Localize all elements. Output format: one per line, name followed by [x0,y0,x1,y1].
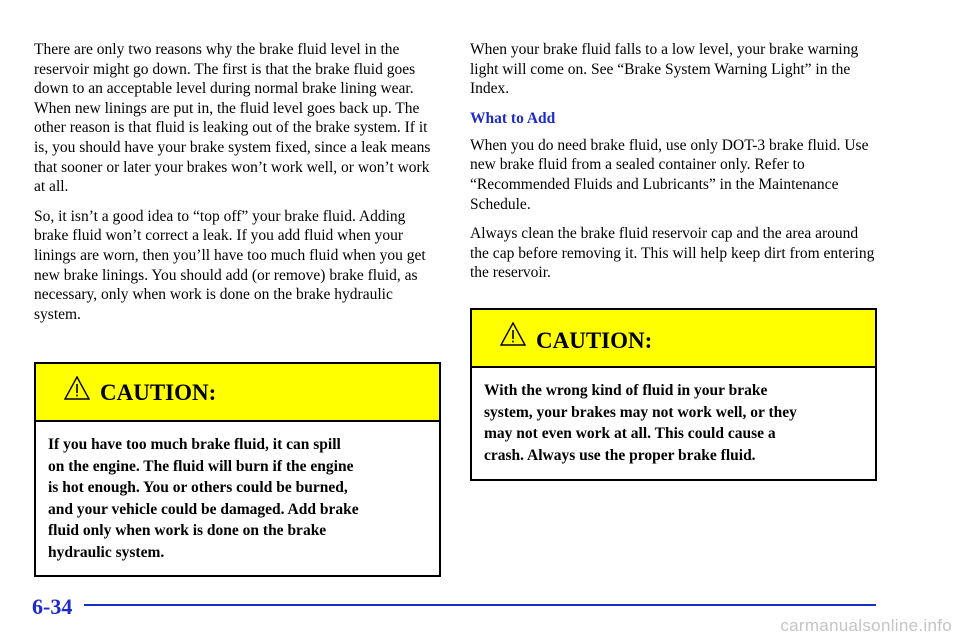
caution-line: crash. Always use the proper brake fluid. [484,446,756,464]
caution-line: is hot enough. You or others could be burned, [48,479,348,496]
what-to-add-heading: What to Add [470,109,556,127]
caution-box-too-much-fluid [34,362,441,577]
caution-line: may not even work at all. This could cause a [484,425,776,442]
caution-text [472,368,875,466]
caution-line: system, your brakes may not work well, or they [484,403,797,421]
watermark: carmanualsonline.info [780,616,952,635]
caution-line: and your vehicle could be damaged. Add brake [48,500,359,518]
caution-line: If you have too much brake fluid, it can spill [48,436,341,453]
caution-text [36,422,439,563]
clean-cap-paragraph: Always clean the brake fluid reservoir cap and the area around the cap before removing it. This will help keep dirt from entering the reservoir. [470,225,875,282]
warning-triangle-icon [500,322,526,346]
page-number: 6-34 [32,594,73,619]
footer-divider [84,604,876,606]
caution-box-wrong-fluid [470,308,877,481]
warning-light-paragraph: When your brake fluid falls to a low level, your brake warning light will come on. See “Brake System Warning Light” in the Index. [470,41,859,98]
left-column [34,40,439,334]
caution-line: on the engine. The fluid will burn if the engine [48,457,354,475]
brake-fluid-level-paragraph: There are only two reasons why the brake fluid level in the reservoir might go down. The first is that the brake fluid goes down to an acceptable level during normal brake lining wear. When new linings are put in, the fluid level goes back up. The other reason is that fluid is leaking out of the brake system. If it is, you should have your brake system fixed, since a leak means that sooner or later your brakes won’t work well, or won’t work at all. [34,41,431,196]
right-column [470,40,880,293]
caution-line: With the wrong kind of fluid in your brake [484,382,768,399]
caution-title: CAUTION: [100,380,217,405]
warning-triangle-icon [64,376,90,400]
caution-title: CAUTION: [536,328,653,353]
top-off-paragraph: So, it isn’t a good idea to “top off” your brake fluid. Adding brake fluid won’t correct a leak. If you add fluid when your linings are worn, then you’ll have too much fluid when you get new brake linings. You should add (or remove) brake fluid, as necessary, only when work is done on the brake hydraulic system. [34,207,426,323]
caution-header [472,310,875,368]
caution-line: hydraulic system. [48,543,165,561]
caution-header [36,364,439,422]
caution-line: fluid only when work is done on the brake [48,522,327,539]
dot3-paragraph: When you do need brake fluid, use only DOT-3 brake fluid. Use new brake fluid from a sealed container only. Refer to “Recommended Fluids and Lubricants” in the Maintenance Schedule. [470,136,869,213]
